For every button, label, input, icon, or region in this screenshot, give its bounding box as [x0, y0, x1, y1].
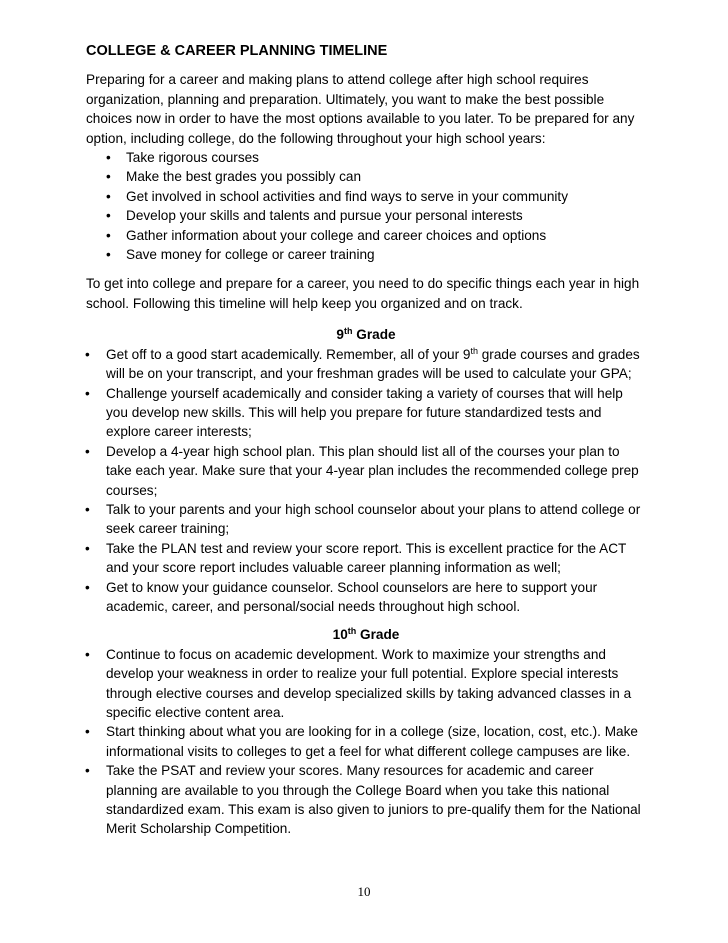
list-item: • Make the best grades you possibly can	[102, 167, 646, 186]
list-item: • Get involved in school activities and find ways to serve in your community	[102, 187, 646, 206]
page-number: 10	[357, 884, 371, 899]
grade-9-number: 9	[336, 327, 344, 343]
grade-10-heading	[86, 625, 646, 644]
list-item: • Continue to focus on academic development. Work to maximize your strengths and develop your weakness in order to realize your full potential. Explore special interests through elective courses and develop specialized skills by taking advanced classes in a specific elective content area.	[86, 645, 646, 723]
intro-bullet-list	[86, 148, 646, 264]
intro-paragraph: Preparing for a career and making plans to attend college after high school requires organization, planning and preparation. Ultimately, you want to make the best possible choices now in order to have the most options available to you later. To be prepared for any option, including college, do the following throughout your high school years:	[86, 72, 635, 146]
list-item: • Develop a 4-year high school plan. This plan should list all of the courses your plan to take each year. Make sure that your 4-year plan includes the recommended college prep courses;	[86, 442, 646, 500]
grade-9-label: Grade	[356, 327, 396, 343]
list-item: • Get off to a good start academically. Remember, all of your 9th grade courses and grades will be on your transcript, and your freshman grades will be used to calculate your GPA;	[86, 345, 646, 384]
transition-paragraph: To get into college and prepare for a career, you need to do specific things each year in high school. Following this timeline will help keep you organized and on track.	[86, 276, 640, 311]
grade-9-heading	[86, 325, 646, 344]
list-item: • Save money for college or career training	[102, 245, 646, 264]
page-title: COLLEGE & CAREER PLANNING TIMELINE	[86, 43, 388, 59]
list-item: • Take the PLAN test and review your score report. This is excellent practice for the ACT and your score report includes valuable career planning information as well;	[86, 539, 646, 578]
grade-10-suffix: th	[347, 626, 357, 637]
list-item: • Start thinking about what you are looking for in a college (size, location, cost, etc.). Make informational visits to colleges to get a feel for what different college campuses are like.	[86, 722, 646, 761]
list-item: • Take the PSAT and review your scores. Many resources for academic and career planning are available to you through the College Board when you take this national standardized exam. This exam is also given to juniors to pre-qualify them for the National Merit Scholarship Competition.	[86, 761, 646, 839]
list-item: • Develop your skills and talents and pursue your personal interests	[102, 206, 646, 225]
grade-10-number: 10	[332, 627, 348, 643]
grade-9-list	[86, 345, 646, 617]
list-item: • Talk to your parents and your high school counselor about your plans to attend college or seek career training;	[86, 500, 646, 539]
document-page	[86, 42, 646, 839]
list-item: • Challenge yourself academically and consider taking a variety of courses that will help you develop new skills. This will help you prepare for future standardized tests and explore career interests;	[86, 384, 646, 442]
grade-10-list	[86, 645, 646, 839]
grade-10-label: Grade	[360, 627, 400, 643]
grade-9-suffix: th	[343, 326, 353, 337]
list-item: • Gather information about your college and career choices and options	[102, 226, 646, 245]
list-item: • Get to know your guidance counselor. School counselors are here to support your academic, career, and personal/social needs throughout high school.	[86, 578, 646, 617]
list-item: • Take rigorous courses	[102, 148, 646, 167]
